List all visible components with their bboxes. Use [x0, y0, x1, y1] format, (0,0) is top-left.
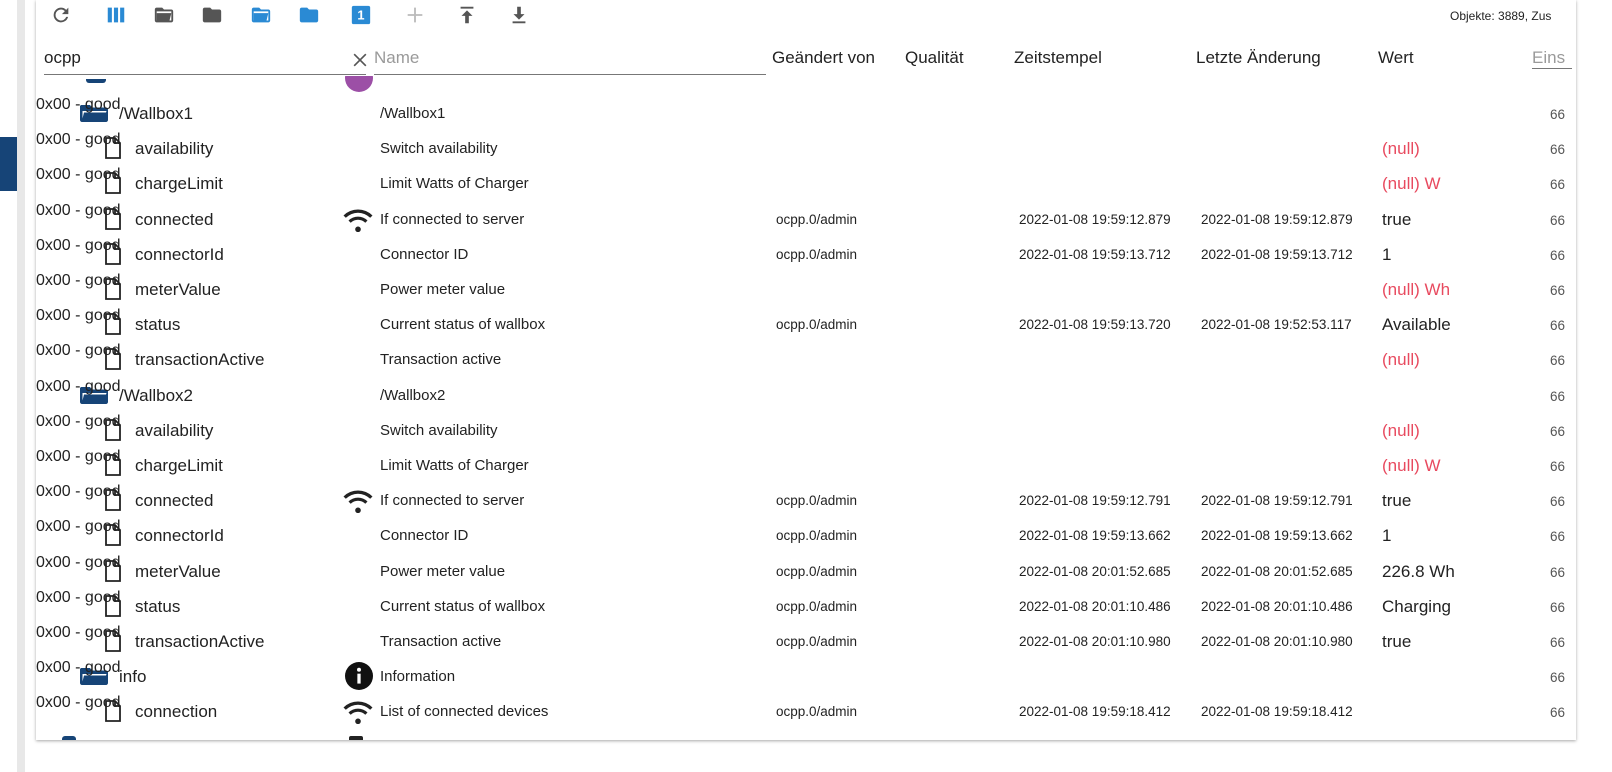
object-name: Connector ID: [380, 246, 469, 263]
wifi-icon: [342, 700, 374, 724]
object-id-label: connectorId: [135, 245, 224, 264]
wifi-icon: [342, 208, 374, 232]
tree-folder-row[interactable]: [36, 378, 1576, 413]
quality: 0x00 - good: [36, 272, 121, 289]
columns-button[interactable]: [103, 2, 129, 28]
tree-folder-row[interactable]: [36, 96, 1576, 131]
timestamp: 2022-01-08 20:01:10.486: [1019, 599, 1171, 614]
folder-open-blue-icon: [250, 4, 272, 26]
tree-state-row[interactable]: [36, 624, 1576, 659]
changed-by: ocpp.0/admin: [776, 247, 858, 262]
quality: 0x00 - good: [36, 518, 121, 535]
timestamp: 2022-01-08 19:59:12.879: [1019, 212, 1171, 227]
object-name: Current status of wallbox: [380, 316, 546, 333]
tree-state-row[interactable]: [36, 694, 1576, 729]
tree-state-row[interactable]: [36, 483, 1576, 518]
state-value-text: (null): [1382, 456, 1420, 475]
info-icon: [345, 662, 377, 686]
changed-by: ocpp.0/admin: [776, 634, 858, 649]
object-id-label: info: [119, 667, 147, 686]
tree-state-row[interactable]: [36, 589, 1576, 624]
object-name: Information: [380, 668, 456, 685]
object-name: Transaction active: [380, 633, 502, 650]
tree-state-row[interactable]: [36, 237, 1576, 272]
quality: 0x00 - good: [36, 378, 121, 395]
timestamp: 2022-01-08 20:01:10.980: [1019, 634, 1171, 649]
state-value-text: (null): [1382, 139, 1420, 158]
expand-all-button[interactable]: [151, 2, 177, 28]
changed-by: ocpp.0/admin: [776, 599, 858, 614]
changed-by: ocpp.0/admin: [776, 317, 858, 332]
quality: 0x00 - good: [36, 96, 121, 113]
download-icon: [508, 4, 530, 26]
quality: 0x00 - good: [36, 307, 121, 324]
state-value[interactable]: [1382, 562, 1455, 582]
object-name: List of connected devices: [380, 703, 549, 720]
download-button[interactable]: [506, 2, 532, 28]
settings-cell[interactable]: 66: [1550, 459, 1566, 474]
object-id-label: connected: [135, 210, 214, 229]
state-value[interactable]: [1382, 597, 1451, 617]
object-id-label: connectorId: [135, 526, 224, 545]
state-value-text: 1: [1382, 526, 1392, 545]
object-id-label: transactionActive: [135, 632, 265, 651]
object-name: Power meter value: [380, 281, 506, 298]
settings-cell[interactable]: 66: [1550, 248, 1566, 263]
column-header-quality[interactable]: Qualität: [905, 48, 964, 67]
quality: 0x00 - good: [36, 202, 121, 219]
state-value-text: 226.8: [1382, 562, 1425, 581]
object-name: Current status of wallbox: [380, 598, 546, 615]
object-id-label: meterValue: [135, 562, 221, 581]
refresh-button[interactable]: [48, 2, 74, 28]
timestamp: 2022-01-08 20:01:52.685: [1019, 564, 1171, 579]
changed-by: ocpp.0/admin: [776, 564, 858, 579]
quality: 0x00 - good: [36, 624, 121, 641]
state-value[interactable]: [1382, 280, 1450, 300]
settings-cell[interactable]: 66: [1550, 565, 1566, 580]
settings-cell[interactable]: 66: [1550, 494, 1566, 509]
column-header-last-change[interactable]: Letzte Änderung: [1196, 48, 1321, 67]
object-id-label: status: [135, 315, 181, 334]
changed-by: ocpp.0/admin: [776, 493, 858, 508]
partial-tree-folder-icon: [62, 736, 76, 740]
state-value[interactable]: [1382, 139, 1420, 159]
object-name: Transaction active: [380, 351, 502, 368]
last-change: 2022-01-08 19:59:13.662: [1201, 528, 1353, 543]
quality: 0x00 - good: [36, 413, 121, 430]
search-field: [44, 44, 366, 75]
badge-1-icon: [350, 4, 372, 26]
state-value[interactable]: [1382, 245, 1391, 265]
state-value[interactable]: [1382, 210, 1411, 230]
objects-panel: [36, 0, 1576, 740]
settings-cell[interactable]: 66: [1550, 635, 1566, 650]
timestamp: 2022-01-08 19:59:18.412: [1019, 704, 1171, 719]
quality: 0x00 - good: [36, 554, 121, 571]
state-value[interactable]: [1382, 456, 1441, 476]
tree-state-row[interactable]: [36, 131, 1576, 166]
state-value-text: true: [1382, 210, 1412, 229]
settings-cell[interactable]: 66: [1550, 283, 1566, 298]
state-value[interactable]: [1382, 315, 1451, 335]
object-name: Switch availability: [380, 422, 498, 439]
settings-cell[interactable]: 66: [1550, 142, 1566, 157]
column-header-changed-by[interactable]: Geändert von: [772, 48, 876, 67]
folder-open-icon: [153, 4, 175, 26]
settings-cell[interactable]: 66: [1550, 318, 1566, 333]
timestamp: 2022-01-08 19:59:12.791: [1019, 493, 1171, 508]
last-change: 2022-01-08 20:01:10.486: [1201, 599, 1353, 614]
settings-cell[interactable]: 66: [1550, 177, 1566, 192]
settings-cell[interactable]: 66: [1550, 353, 1566, 368]
state-value-text: Charging: [1382, 597, 1451, 616]
state-value[interactable]: [1382, 526, 1391, 546]
adapter-icon: [345, 76, 373, 93]
last-change: 2022-01-08 19:59:13.712: [1201, 247, 1353, 262]
object-name: /Wallbox1: [380, 105, 446, 122]
column-header-settings[interactable]: Eins: [1532, 48, 1572, 69]
columns-icon: [105, 4, 127, 26]
quality: 0x00 - good: [36, 659, 121, 676]
expand-level-button[interactable]: [248, 2, 274, 28]
refresh-icon: [50, 4, 72, 26]
settings-cell[interactable]: 66: [1550, 424, 1566, 439]
add-icon: [404, 4, 426, 26]
state-unit: W: [1424, 456, 1441, 475]
tree-state-row[interactable]: [36, 554, 1576, 589]
quality: 0x00 - good: [36, 589, 121, 606]
quality: 0x00 - good: [36, 131, 121, 148]
search-input[interactable]: [44, 44, 334, 72]
last-change: 2022-01-08 19:59:12.879: [1201, 212, 1353, 227]
state-value[interactable]: [1382, 174, 1441, 194]
tree-state-row[interactable]: [36, 202, 1576, 237]
object-name: Limit Watts of Charger: [380, 175, 529, 192]
object-name: Switch availability: [380, 140, 498, 157]
left-sidebar-strip: [17, 0, 25, 772]
object-id-label: status: [135, 597, 181, 616]
state-value-text: true: [1382, 491, 1412, 510]
quality: 0x00 - good: [36, 694, 121, 711]
timestamp: 2022-01-08 19:59:13.662: [1019, 528, 1171, 543]
state-value[interactable]: [1382, 491, 1411, 511]
wifi-icon: [342, 489, 374, 513]
name-filter-field: [374, 44, 766, 75]
object-count: Objekte: 3889, Zus: [1450, 9, 1552, 23]
object-id-label: availability: [135, 421, 214, 440]
object-id-label: chargeLimit: [135, 174, 223, 193]
tree-state-row[interactable]: [36, 448, 1576, 483]
object-name: /Wallbox2: [380, 387, 446, 404]
object-id-label: transactionActive: [135, 350, 265, 369]
svg-text:1: 1: [357, 7, 365, 23]
state-value[interactable]: [1382, 350, 1420, 370]
timestamp: 2022-01-08 19:59:13.720: [1019, 317, 1171, 332]
tree-state-row[interactable]: [36, 413, 1576, 448]
quality: 0x00 - good: [36, 166, 121, 183]
object-id-label: meterValue: [135, 280, 221, 299]
object-name: Limit Watts of Charger: [380, 457, 529, 474]
column-header-timestamp[interactable]: Zeitstempel: [1014, 48, 1102, 67]
state-unit: W: [1424, 174, 1441, 193]
sidebar-active-indicator: [0, 137, 17, 191]
state-value-text: (null): [1382, 280, 1420, 299]
state-unit: Wh: [1424, 280, 1451, 299]
folder-blue-icon: [298, 4, 320, 26]
state-value-text: true: [1382, 632, 1412, 651]
state-value-text: (null): [1382, 174, 1420, 193]
add-button[interactable]: [402, 2, 428, 28]
object-id-label: /Wallbox1: [119, 104, 194, 123]
collapse-all-button[interactable]: [199, 2, 225, 28]
settings-cell[interactable]: 66: [1550, 107, 1566, 122]
object-id-label: chargeLimit: [135, 456, 223, 475]
changed-by: ocpp.0/admin: [776, 704, 858, 719]
tree-state-row[interactable]: [36, 518, 1576, 553]
object-name: If connected to server: [380, 211, 525, 228]
last-change: 2022-01-08 19:52:53.117: [1201, 317, 1352, 332]
last-change: 2022-01-08 19:59:18.412: [1201, 704, 1353, 719]
level-badge-button[interactable]: [348, 2, 374, 28]
state-value[interactable]: [1382, 632, 1411, 652]
settings-cell[interactable]: 66: [1550, 529, 1566, 544]
collapse-level-button[interactable]: [296, 2, 322, 28]
settings-cell[interactable]: 66: [1550, 213, 1566, 228]
state-value-text: (null): [1382, 421, 1420, 440]
tree-state-row[interactable]: [36, 342, 1576, 377]
tree-state-row[interactable]: [36, 166, 1576, 201]
partial-tree-folder-icon: [86, 79, 106, 83]
settings-cell[interactable]: 66: [1550, 670, 1566, 685]
state-unit: Wh: [1429, 562, 1455, 581]
last-change: 2022-01-08 20:01:52.685: [1201, 564, 1353, 579]
object-name: If connected to server: [380, 492, 525, 509]
clear-search-button[interactable]: [350, 50, 370, 70]
last-change: 2022-01-08 20:01:10.980: [1201, 634, 1353, 649]
quality: 0x00 - good: [36, 483, 121, 500]
changed-by: ocpp.0/admin: [776, 212, 858, 227]
column-header-value[interactable]: Wert: [1378, 48, 1414, 67]
object-name: Power meter value: [380, 563, 506, 580]
state-value[interactable]: [1382, 421, 1420, 441]
quality: 0x00 - good: [36, 237, 121, 254]
state-value-text: (null): [1382, 350, 1420, 369]
partial-role-icon: [349, 736, 363, 740]
object-id-label: availability: [135, 139, 214, 158]
tree-state-row[interactable]: [36, 307, 1576, 342]
upload-icon: [456, 4, 478, 26]
settings-cell[interactable]: 66: [1550, 389, 1566, 404]
object-id-label: connection: [135, 702, 218, 721]
object-name: Connector ID: [380, 527, 469, 544]
object-id-label: /Wallbox2: [119, 386, 194, 405]
folder-icon: [201, 4, 223, 26]
tree-state-row[interactable]: [36, 272, 1576, 307]
changed-by: ocpp.0/admin: [776, 528, 858, 543]
upload-button[interactable]: [454, 2, 480, 28]
name-filter-input[interactable]: [374, 44, 754, 72]
quality: 0x00 - good: [36, 448, 121, 465]
quality: 0x00 - good: [36, 342, 121, 359]
state-value-text: Available: [1382, 315, 1451, 334]
settings-cell[interactable]: 66: [1550, 600, 1566, 615]
settings-cell[interactable]: 66: [1550, 705, 1566, 720]
last-change: 2022-01-08 19:59:12.791: [1201, 493, 1353, 508]
state-value-text: 1: [1382, 245, 1392, 264]
object-id-label: connected: [135, 491, 214, 510]
tree-folder-row[interactable]: [36, 659, 1576, 694]
timestamp: 2022-01-08 19:59:13.712: [1019, 247, 1171, 262]
